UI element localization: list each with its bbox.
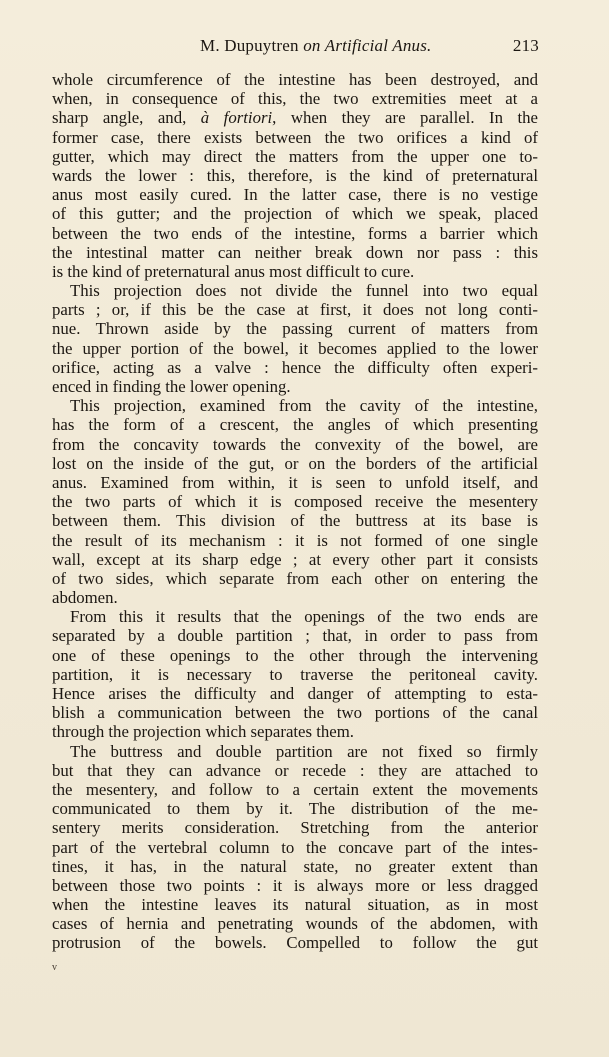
text-line: anus most easily cured. In the latter case, there is no vestige	[52, 185, 538, 205]
text-line: anus. Examined from within, it is seen to unfold itself, and	[52, 472, 538, 492]
text-line: when the intestine leaves its natural situation, as in most	[52, 895, 538, 915]
text-line: separated by a double partition ; that, in order to pass from	[52, 626, 538, 646]
text-line: The buttress and double partition are not fixed so firmly	[70, 741, 538, 761]
text-line: of two sides, which separate from each other on entering the	[52, 568, 538, 588]
text-line: between those two points : it is always more or less dragged	[52, 875, 538, 895]
text-line: parts ; or, if this be the case at first, it does not long conti-	[52, 300, 538, 320]
text-line: the two parts of which it is composed receive the mesentery	[52, 492, 538, 512]
text-line: one of these openings to the other through the intervening	[52, 645, 538, 665]
text-line: protrusion of the bowels. Compelled to follow the gut	[52, 933, 538, 953]
text-line: partition, it is necessary to traverse the peritoneal cavity.	[52, 664, 538, 684]
text-line: cases of hernia and penetrating wounds of the abdomen, with	[52, 914, 538, 934]
text-line: sentery merits consideration. Stretching from the anterior	[52, 818, 538, 838]
text-line: between them. This division of the buttress at its base is	[52, 511, 538, 531]
text-line: but that they can advance or recede : they are attached to	[52, 760, 538, 780]
running-title	[200, 36, 432, 56]
text-line: part of the vertebral column to the concave part of the intes-	[52, 837, 538, 857]
latin-phrase: à fortiori	[200, 108, 273, 128]
running-title-author: M. Dupuytren	[200, 36, 299, 55]
text-line: wall, except at its sharp edge ; at every other part it consists	[52, 549, 538, 569]
text-line: sharp angle, and, à fortiori, when they are parallel. In the	[52, 108, 538, 128]
text-line: between the two ends of the intestine, forms a barrier which	[52, 223, 538, 243]
text-line: This projection does not divide the funnel into two equal	[70, 281, 538, 301]
text-line: orifice, acting as a valve : hence the difficulty often experi-	[52, 357, 538, 377]
text-line: gutter, which may direct the matters from the upper one to-	[52, 146, 538, 166]
text-line: communicated to them by it. The distribution of the me-	[52, 799, 538, 819]
text-line: the upper portion of the bowel, it becomes applied to the lower	[52, 338, 538, 358]
text-line: whole circumference of the intestine has been destroyed, and	[52, 70, 538, 89]
running-title-work: on Artificial Anus.	[303, 36, 432, 55]
text-line: through the projection which separates them.	[52, 722, 354, 742]
text-line: blish a communication between the two portions of the canal	[52, 703, 538, 723]
text-line: abdomen.	[52, 588, 118, 608]
text-line: the mesentery, and follow to a certain extent the movements	[52, 779, 538, 799]
text-line: the intestinal matter can neither break down nor pass : this	[52, 242, 538, 262]
text-line: Hence arises the difficulty and danger of attempting to esta-	[52, 684, 538, 703]
text-line: enced in finding the lower opening.	[52, 377, 291, 396]
text-line: from the concavity towards the convexity of the bowel, are	[52, 434, 538, 454]
text-line: is the kind of preternatural anus most difficult to cure.	[52, 261, 415, 281]
text-line: the result of its mechanism : it is not formed of one single	[52, 530, 538, 550]
text-line: nue. Thrown aside by the passing current of matters from	[52, 319, 538, 339]
text-line: From this it results that the openings of the two ends are	[70, 607, 538, 627]
text-line: former case, there exists between the two orifices a kind of	[52, 127, 538, 147]
signature-mark: v	[52, 962, 57, 973]
running-head	[52, 36, 539, 62]
text-line: tines, it has, in the natural state, no greater extent than	[52, 856, 538, 876]
text-line: when, in consequence of this, the two extremities meet at a	[52, 89, 538, 109]
text-line: This projection, examined from the cavity of the intestine,	[70, 396, 538, 416]
text-line: has the form of a crescent, the angles of which presenting	[52, 415, 538, 435]
text-line: lost on the inside of the gut, or on the borders of the artificial	[52, 453, 538, 473]
text-line: of this gutter; and the projection of which we speak, placed	[52, 204, 538, 224]
body-text	[52, 70, 538, 953]
page-number: 213	[512, 36, 539, 55]
text-line: wards the lower : this, therefore, is the kind of preternatural	[52, 165, 538, 185]
